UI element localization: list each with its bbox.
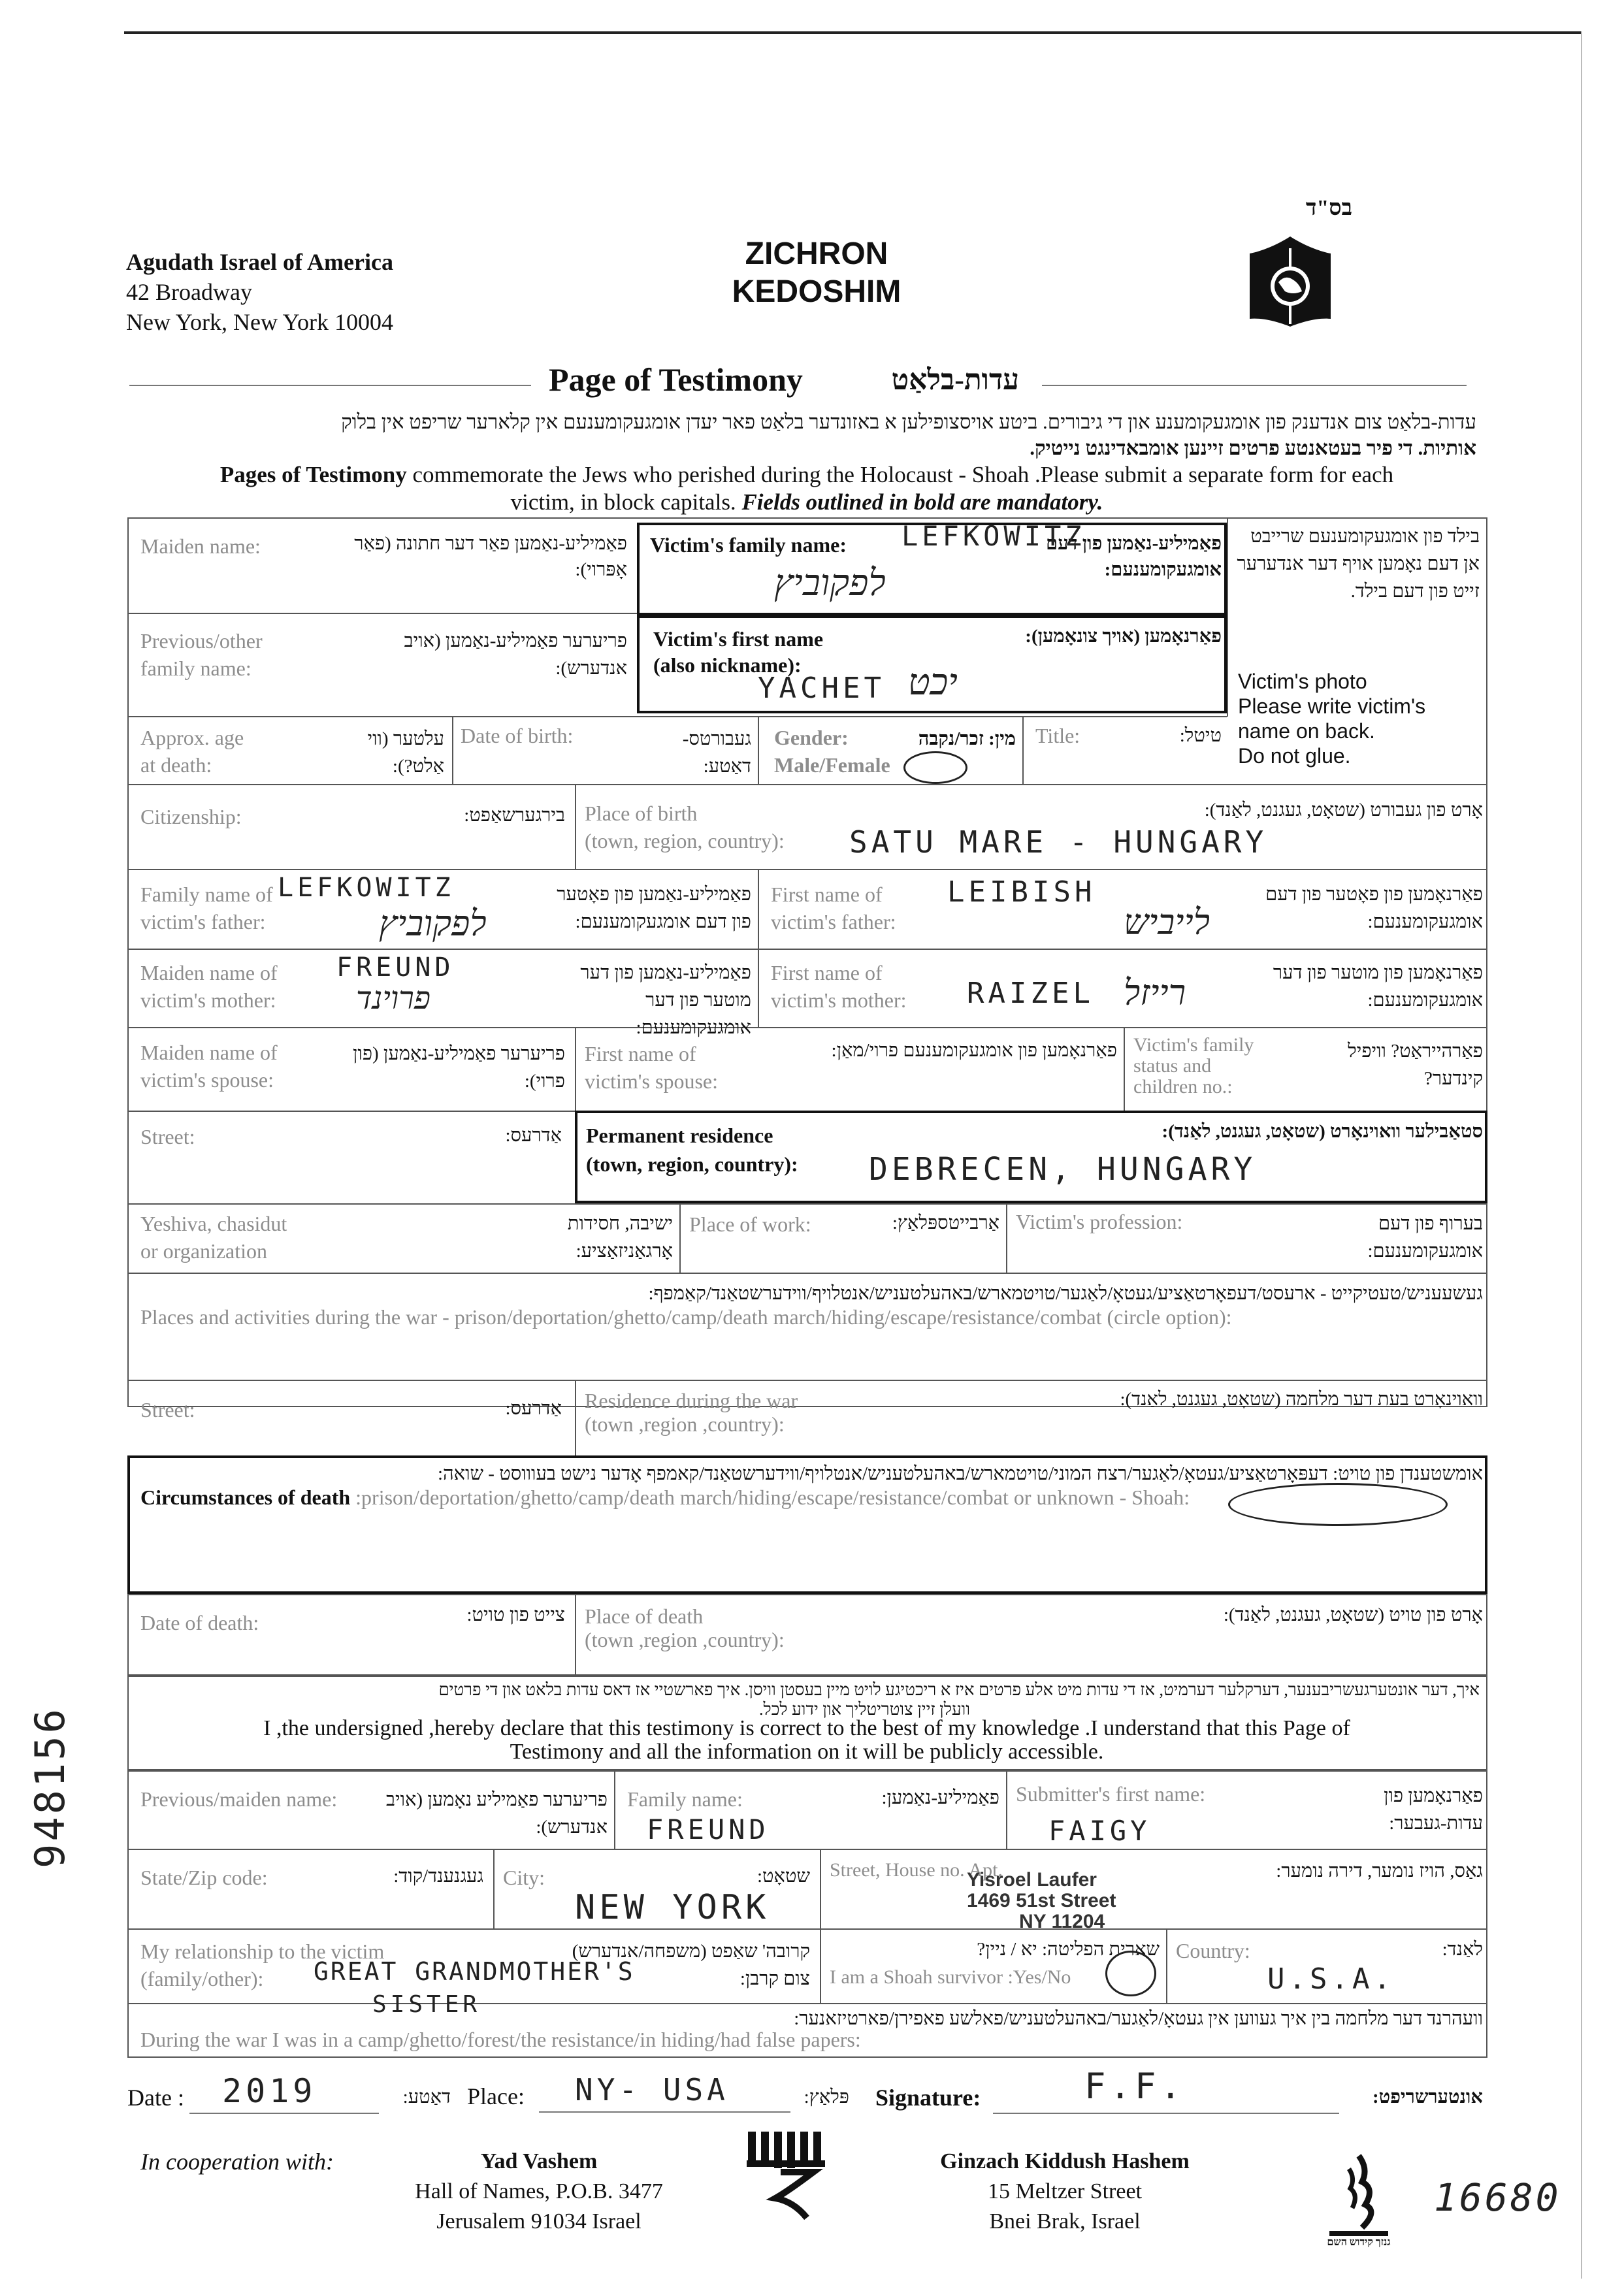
profession-en: Victim's profession:: [1016, 1210, 1183, 1233]
sub-relationship-he-1: קרובה' שאַפט (משפחה/אנדערש): [572, 1941, 810, 1962]
pob-en: [585, 800, 785, 854]
maiden-name-he: פאַמיליע-נאַמען פאַר דער חתונה (פאַר אָפּרוי):: [354, 533, 627, 580]
first-name-value-he[interactable]: יכט: [908, 661, 958, 704]
pob-value[interactable]: SATU MARE - HUNGARY: [849, 824, 1268, 860]
sub-address-stamp: [967, 1870, 1116, 1932]
father-family-en: [140, 881, 273, 935]
declaration-he-1: איך, דער אונטערגעשריבענער, דערקלער דערמיט, אז די עדות מיט אלע פרטים איז א ריכטיגע לויט מיין בעסטן וויסן. איך פארשטיי אז דאס עדות בלאט און די פרטים: [438, 1680, 1480, 1699]
sub-survivor-en: I am a Shoah survivor :Yes/No: [830, 1966, 1071, 1988]
row4-bottom: [127, 869, 1487, 870]
page-title-he: עדות-בלאַט: [891, 364, 1019, 396]
mother-maiden-he: פאַמיליע-נאַמען פון דער מוטער פון דער אומגעקומענעם:: [580, 962, 751, 1038]
yeshiva-he: ישיבה, חסידות אָרגאַניזאַציע:: [567, 1213, 673, 1261]
bsd-mark: בס"ד: [1306, 196, 1352, 220]
org-block: [126, 247, 393, 337]
photo-en-2: Please write victim's: [1238, 694, 1426, 718]
work-en: Place of work:: [689, 1212, 811, 1236]
survivor-no-circle[interactable]: [1105, 1951, 1156, 1996]
age-he: עלטער (ווי אַלט?):: [367, 728, 444, 777]
date-value[interactable]: 2019: [222, 2072, 317, 2110]
ginzach-block: [901, 2147, 1228, 2237]
street-he: אַדרעס:: [505, 1125, 562, 1146]
age-en-1: Approx. age: [140, 726, 244, 749]
sub-relationship-he-2: צום קרבן:: [739, 1968, 810, 1989]
row11-div: [575, 1380, 576, 1455]
dod-he: צייט פון טויט:: [466, 1604, 565, 1625]
sub-city-value[interactable]: NEW YORK: [575, 1888, 770, 1927]
row8-bottom: [127, 1203, 1487, 1205]
agudah-logo-icon: [1244, 234, 1336, 329]
sub-relationship-en-2: (family/other):: [140, 1967, 264, 1990]
war-res-en: [585, 1389, 798, 1436]
pob-en-1: Place of birth: [585, 802, 698, 825]
war-res-en-1: Residence during the war: [585, 1389, 798, 1412]
intro-en-bold: Pages of Testimony: [219, 462, 407, 487]
sub-survivor-he: שארית הפליטה: יא / ניין?: [977, 1939, 1160, 1960]
sub-row2-div1: [493, 1849, 495, 1928]
row6-bottom: [127, 1027, 1487, 1028]
pod-en: [585, 1604, 785, 1651]
citizenship-en: Citizenship:: [140, 805, 242, 828]
photo-en-1: Victim's photo: [1238, 670, 1367, 693]
row5-div: [758, 869, 759, 949]
perm-res-en-2: (town, region, country):: [586, 1152, 798, 1176]
death-date-div: [575, 1594, 576, 1676]
age-en: [140, 724, 244, 779]
first-name-en-1: Victim's first name: [653, 627, 824, 651]
pod-en-1: Place of death: [585, 1604, 704, 1628]
spouse-maiden-en-1: Maiden name of: [140, 1041, 278, 1064]
sub-family-name-en: Family name:: [627, 1787, 743, 1811]
row7-div2: [1124, 1027, 1125, 1111]
place-underline: [539, 2111, 790, 2113]
victim-family-name-value[interactable]: LEFKOWITZ: [901, 520, 1086, 552]
perm-res-he: סטאַבילער וואוינאָרט (שטאָט, געגנט, לאַנד):: [1161, 1121, 1483, 1142]
sub-relationship-en-1: My relationship to the victim: [140, 1940, 385, 1963]
gender-he: מין: זכר/נקבה: [918, 728, 1016, 749]
sub-state-zip-he: געגנענד/קוד:: [393, 1866, 483, 1887]
signature-label: Signature:: [875, 2085, 981, 2111]
father-first-en-1: First name of: [771, 883, 883, 906]
work-he: אַרבייטספּלאַץ:: [892, 1212, 999, 1233]
row3-div1: [452, 716, 453, 784]
intro-he-line2: אותיות. די פיר בעטאנטע פרטים זיינען אומבאדינגט נייטיק.: [1030, 436, 1476, 459]
war-places-en: Places and activities during the war - prison/deportation/ghetto/camp/death march/hiding/escape/resistance/combat (circle option):: [140, 1305, 1232, 1329]
perm-res-en: [586, 1121, 798, 1178]
date-he: דאַטע:: [402, 2087, 451, 2107]
title-en: Title:: [1035, 724, 1080, 747]
gender-en: [774, 724, 890, 779]
declaration-he-2: וועלן זיין צוטריטליך און ידוע לכל.: [759, 1700, 970, 1719]
victim-family-name-en: Victim's family name:: [650, 533, 847, 557]
title-he: טיטל:: [1179, 725, 1222, 746]
row3-div3: [1022, 716, 1024, 784]
father-first-value[interactable]: LEIBISH: [947, 875, 1096, 909]
sub-during-war-he: וועהרנד דער מלחמה בין איך געווען אין געטאָ/לאַגער/באהעלטעניש/פאלשע פאפירן/פארטיזאנער:: [794, 2008, 1483, 2029]
sub-row1-bottom: [127, 1849, 1487, 1850]
date-underline: [189, 2113, 379, 2114]
victim-family-name-value-he[interactable]: לפקוביץ: [774, 562, 886, 604]
sub-street-en: Street, House no. Apt.: [830, 1859, 1003, 1881]
photo-divider: [1227, 517, 1228, 717]
row9-bottom: [127, 1273, 1487, 1274]
family-status-en-1: Victim's family: [1133, 1034, 1254, 1056]
intro-en: [127, 461, 1486, 516]
signature-he: אונטערשריפט:: [1372, 2087, 1483, 2107]
father-family-en-2: victim's father:: [140, 910, 266, 934]
profession-he: בערוף פון דעם אומגעקומענעם:: [1367, 1213, 1483, 1261]
prev-family-he: פריערער פאַמיליע-נאַמען (אויב אנדערש):: [404, 630, 627, 679]
family-status-en: [1133, 1035, 1254, 1097]
yeshiva-en-1: Yeshiva, chasidut: [140, 1212, 287, 1235]
father-family-he: פאַמיליע-נאַמען פון פאָטער פון דעם אומגעקומענעם:: [557, 884, 751, 932]
yv-addr2: Jerusalem 91034 Israel: [436, 2209, 641, 2234]
spouse-maiden-en-2: victim's spouse:: [140, 1068, 274, 1092]
title-line2: KEDOSHIM: [732, 274, 901, 309]
war-street-he: אַדרעס:: [505, 1398, 562, 1419]
spouse-maiden-en: [140, 1039, 278, 1094]
sub-first-name-en: Submitter's first name:: [1016, 1782, 1206, 1806]
prev-family-en-1: Previous/other: [140, 629, 263, 653]
date-label: Date :: [127, 2085, 184, 2111]
page-title-en: Page of Testimony: [549, 361, 803, 398]
dod-en: Date of death:: [140, 1611, 259, 1634]
mother-first-value-he[interactable]: רייזל: [1124, 972, 1186, 1013]
intro-en-line1: commemorate the Jews who perished during the Holocaust - Shoah .Please submit a separate form for each: [406, 462, 1394, 487]
war-res-he: וואוינאָרט בעת דער מלחמה (שטאָט, געגנט, לאַנד):: [1120, 1389, 1483, 1410]
sub-row1-div2: [1006, 1770, 1007, 1849]
pob-en-2: (town, region, country):: [585, 829, 785, 853]
dob-he: געבורטס- דאַטע:: [682, 728, 751, 777]
row9-div2: [1006, 1203, 1007, 1273]
victim-family-name-he: פאַמיליע-נאַמען פון דעם אומגעקומענעם:: [1045, 533, 1222, 580]
row4-div: [575, 784, 576, 869]
sub-country-value[interactable]: U.S.A.: [1267, 1962, 1395, 1996]
intro-en-line2: victim, in block capitals.: [510, 489, 742, 515]
sub-prev-maiden-en: Previous/maiden name:: [140, 1787, 338, 1811]
mother-maiden-en-1: Maiden name of: [140, 961, 278, 984]
perm-res-en-1: Permanent residence: [586, 1124, 773, 1147]
father-family-value[interactable]: LEFKOWITZ: [278, 873, 455, 903]
photo-he: בילד פון אומגעקומענעם שרייבט אן דעם נאָמען אויף דער אנדערער זייט פון דעם בילד.: [1237, 526, 1480, 602]
pod-en-2: (town ,region ,country):: [585, 1628, 785, 1651]
dob-en: Date of birth:: [461, 724, 574, 747]
declaration-en-2: Testimony and all the information on it will be publicly accessible.: [510, 1740, 1104, 1764]
first-name-en-2: (also nickname):: [653, 653, 802, 677]
sub-city-he: שטאָט:: [756, 1866, 810, 1887]
mother-maiden-en: [140, 959, 278, 1014]
gk-addr1: 15 Meltzer Street: [987, 2179, 1143, 2203]
row3-div2: [758, 716, 759, 784]
war-street-en: Street:: [140, 1398, 195, 1422]
yv-addr1: Hall of Names, P.O.B. 3477: [415, 2179, 663, 2203]
spouse-first-en-1: First name of: [585, 1042, 696, 1065]
row9-div1: [679, 1203, 681, 1273]
spouse-first-he: פאַרנאָמען פון אומגעקומענעם פרוי/מאַן:: [831, 1040, 1117, 1061]
zichron-title: [706, 235, 928, 311]
spouse-first-en-2: victim's spouse:: [585, 1069, 718, 1093]
first-name-en: [653, 626, 823, 678]
stamp-street: 1469 51st Street: [967, 1890, 1116, 1911]
sub-relationship-value-1[interactable]: GREAT GRANDMOTHER'S: [314, 1957, 635, 1986]
war-res-en-2: (town ,region ,country):: [585, 1412, 785, 1436]
title-rule-right: [1042, 385, 1467, 386]
org-address-line1: 42 Broadway: [126, 279, 252, 305]
sub-row3-div: [1166, 1928, 1167, 2003]
family-status-he: פאַרהייראַט? וויפיל קינדער?: [1348, 1041, 1483, 1089]
place-value[interactable]: NY- USA: [575, 2072, 729, 2107]
gender-en-1: Gender:: [774, 726, 849, 749]
mother-first-he: פאַרנאָמען פון מוטער פון דער אומגעקומענעם:: [1273, 962, 1483, 1011]
sub-state-zip-en: State/Zip code:: [140, 1866, 268, 1889]
unknown-circle-mark[interactable]: [1228, 1483, 1448, 1526]
org-name: Agudath Israel of America: [126, 249, 393, 275]
family-status-en-3: children no.:: [1133, 1076, 1233, 1097]
row6-div: [758, 949, 759, 1027]
yeshiva-en-2: or organization: [140, 1239, 268, 1263]
row2-bottom: [127, 716, 1227, 717]
row5-bottom: [127, 949, 1487, 950]
war-places-he: געשעעניש/טעטיקייט - ארעסט/דעפאָרטאַציע/געטאָ/לאַגער/טויטמארש/באהעלטעניש/אנטלויף/ווידערשטאַנד/קאַמפף:: [648, 1283, 1483, 1304]
age-en-2: at death:: [140, 753, 212, 777]
sub-street-he: גאַס, הויז נומער, דירה נומער:: [1276, 1860, 1483, 1881]
first-name-he: פאַרנאָמען (אויך צונאָמען):: [1025, 626, 1222, 647]
spouse-first-en: [585, 1040, 718, 1095]
father-family-value-he[interactable]: לפקוביץ: [379, 903, 487, 944]
org-address-line2: New York, New York 10004: [126, 309, 394, 335]
sub-prev-maiden-he: פריערער פאַמיליע נאָמען (אויב אנדערש):: [386, 1789, 608, 1838]
prev-family-en: [140, 627, 263, 682]
father-first-en: [771, 881, 896, 935]
mother-first-en-1: First name of: [771, 961, 883, 984]
father-first-en-2: victim's father:: [771, 910, 896, 934]
coop-label: In cooperation with:: [140, 2149, 334, 2175]
spouse-maiden-he: פריערער פאַמיליע-נאַמען (פון פרוי):: [353, 1043, 565, 1092]
mother-first-en: [771, 959, 907, 1014]
place-he: פּלאַץ:: [804, 2087, 849, 2107]
gk-name: Ginzach Kiddush Hashem: [940, 2149, 1190, 2173]
citizenship-he: בירגערשאַפט:: [464, 805, 565, 826]
sub-country-he: לאַנד:: [1442, 1939, 1483, 1960]
death-circ-en: [140, 1486, 1190, 1510]
sub-row2-div2: [820, 1849, 821, 2003]
death-circ-he: אומשטענדן פון טויט: דעפּאָרטאַציע/געטאָ/לאַגער/רצח המוני/טויטמארש/באהעלטעניש/אנטלויף/ווידערשטאַנד/קאמפף אָדער נישט בעוווסט - שואה:: [437, 1463, 1483, 1484]
prev-family-en-2: family name:: [140, 657, 252, 680]
sub-city-en: City:: [503, 1866, 545, 1889]
pob-he: אָרט פון געבורט (שטאָט, געגנט, לאַנד):: [1204, 800, 1483, 821]
death-circ-en-bold: Circumstances of death: [140, 1486, 351, 1509]
row10-bottom: [127, 1380, 1487, 1381]
yeshiva-en: [140, 1210, 287, 1265]
photo-instructions: [1238, 669, 1425, 768]
mother-first-en-2: victim's mother:: [771, 988, 907, 1012]
page-number: 16680: [1434, 2175, 1561, 2220]
row3-bottom: [127, 784, 1487, 785]
yv-name: Yad Vashem: [480, 2149, 598, 2173]
mother-maiden-value-he[interactable]: פרוינד: [356, 980, 430, 1016]
mother-maiden-en-2: victim's mother:: [140, 988, 276, 1012]
street-en: Street:: [140, 1125, 195, 1148]
gk-logo-text: גנזך קידוש השם: [1327, 2237, 1391, 2248]
family-status-en-2: status and: [1133, 1055, 1212, 1077]
row7-div1: [575, 1027, 576, 1111]
father-first-he: פאַרנאָמען פון פאָטער פון דעם אומגעקומענעם:: [1265, 884, 1483, 932]
signature-underline: [993, 2113, 1339, 2114]
stamp-name: Yisroel Laufer: [967, 1869, 1097, 1891]
gk-addr2: Bnei Brak, Israel: [989, 2209, 1141, 2234]
sub-during-war-en: During the war I was in a camp/ghetto/forest/the resistance/in hiding/had false papers:: [140, 2028, 861, 2051]
gender-en-2: Male/Female: [774, 753, 890, 777]
sub-family-name-he: פאַמיליע-נאַמען:: [881, 1787, 999, 1808]
place-label: Place:: [467, 2083, 525, 2109]
title-line1: ZICHRON: [745, 236, 888, 271]
sub-row1-div1: [614, 1770, 615, 1849]
sub-row2-bottom: [127, 1928, 1487, 1930]
photo-en-3: name on back.: [1238, 719, 1375, 743]
sub-first-name-value[interactable]: FAIGY: [1048, 1815, 1151, 1847]
maiden-name-en: Maiden name:: [140, 534, 261, 558]
first-name-value[interactable]: YACHET: [758, 672, 885, 705]
sub-row3-bottom: [127, 2003, 1487, 2004]
title-rule-left: [129, 385, 531, 386]
stamp-city: NY 11204: [1019, 1911, 1105, 1932]
top-border: [124, 31, 1581, 34]
father-family-en-1: Family name of: [140, 883, 273, 906]
sub-relationship-value-2[interactable]: SISTER: [372, 1991, 481, 2018]
yad-vashem-logo-icon: [741, 2126, 833, 2221]
death-circ-en-options: :prison/deportation/ghetto/camp/death march/hiding/escape/resistance/combat or unknown - Shoah:: [350, 1486, 1190, 1509]
intro-en-mandatory: Fields outlined in bold are mandatory.: [741, 489, 1103, 515]
gender-circle-mark[interactable]: [903, 751, 967, 784]
sub-country-en: Country:: [1176, 1939, 1250, 1962]
mother-first-value[interactable]: RAIZEL: [967, 977, 1094, 1010]
declaration-en: [134, 1717, 1480, 1764]
right-border: [1581, 31, 1582, 2279]
yad-vashem-block: [392, 2147, 686, 2237]
father-first-value-he[interactable]: לייביש: [1124, 902, 1210, 943]
ginzach-logo-icon: [1323, 2149, 1395, 2254]
mother-maiden-value[interactable]: FREUND: [336, 952, 455, 983]
intro-he-line1: עדות-בלאַט צום אנדענק פון אומגעקומענע און די גיבורים. ביטע אויסצופילען א באזונדער בלאַט פאר יעדן אומגעקומענעם אין קלארער שריפט אין בלוק: [341, 410, 1476, 433]
pod-he: אָרט פון טויט (שטאָט, געגנט, לאַנד):: [1223, 1604, 1483, 1625]
photo-en-4: Do not glue.: [1238, 744, 1351, 768]
declaration-en-1: I ,the undersigned ,hereby declare that this testimony is correct to the best of my knowledge .I understand that this Page of: [263, 1716, 1350, 1740]
perm-res-value[interactable]: DEBRECEN, HUNGARY: [869, 1151, 1257, 1188]
sub-family-name-value[interactable]: FREUND: [647, 1813, 770, 1845]
side-number: 948156: [26, 1706, 74, 1868]
sub-first-name-he: פאַרנאָמען פון עדות-געבער:: [1384, 1785, 1483, 1834]
signature-value[interactable]: F.F.: [1084, 2066, 1186, 2107]
